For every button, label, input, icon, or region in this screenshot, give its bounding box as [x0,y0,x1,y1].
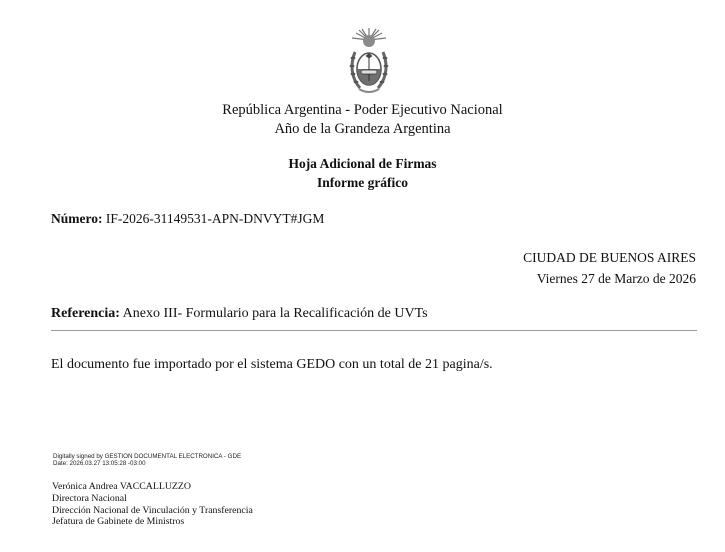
city: CIUDAD DE BUENOS AIRES [523,250,696,265]
referencia-value: Anexo III- Formulario para la Recalificación de UVTs [122,306,428,321]
document-subtitle: Informe gráfico [316,175,409,190]
header-line-1: República Argentina - Poder Ejecutivo Nacional [222,102,503,118]
signer-role: Directora Nacional [52,493,127,504]
body-text: El documento fue importado por el sistema GEDO con un total de 21 pagina/s. [51,357,493,372]
referencia-row [51,306,428,322]
digital-signature-date: Date: 2026.03.27 13:05:28 -03:00 [53,460,146,467]
date: Viernes 27 de Marzo de 2026 [536,271,696,286]
document-title: Hoja Adicional de Firmas [288,156,437,171]
numero-row [51,211,324,227]
numero-value: IF-2026-31149531-APN-DNVYT#JGM [105,211,325,226]
signer-department: Jefatura de Gabinete de Ministros [52,516,185,527]
signer-name: Verónica Andrea VACCALLUZZO [52,481,191,492]
digital-signature-line-1: Digitally signed by GESTION DOCUMENTAL ELECTRONICA - GDE [53,453,242,460]
coat-of-arms-icon [347,26,391,98]
numero-label: Número: [51,211,103,226]
header-line-2: Año de la Grandeza Argentina [274,121,451,137]
referencia-label: Referencia: [51,306,120,321]
signer-office: Dirección Nacional de Vinculación y Transferencia [52,505,253,516]
divider [51,330,697,331]
